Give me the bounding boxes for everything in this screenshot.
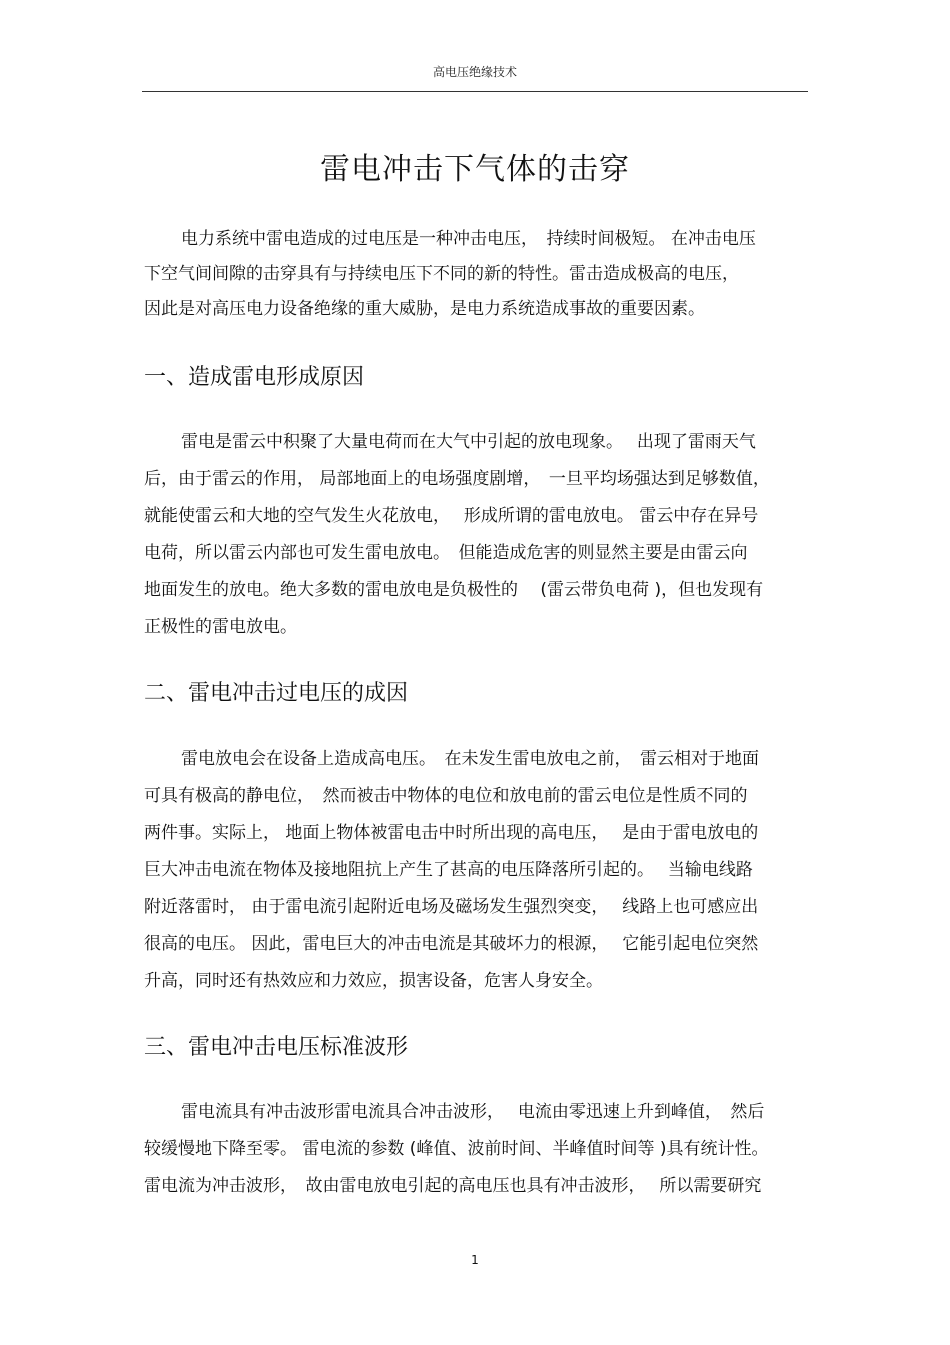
document-title: 雷电冲击下气体的击穿 [320, 152, 630, 187]
paragraph-line: 雷电流为冲击波形， 故由雷电放电引起的高电压也具有冲击波形， 所以需要研究 [144, 1176, 762, 1196]
section-heading-2: 二、雷电冲击过电压的成因 [144, 681, 409, 706]
paragraph-line: 雷电放电会在设备上造成高电压。 在未发生雷电放电之前， 雷云相对于地面 [181, 749, 759, 769]
paragraph-line: 巨大冲击电流在物体及接地阻抗上产生了甚高的电压降落所引起的。 当输电线路 [144, 860, 753, 880]
paragraph-line: 很高的电压。 因此，雷电巨大的冲击电流是其破坏力的根源， 它能引起电位突然 [144, 934, 759, 954]
header-rule [142, 91, 808, 92]
running-header: 高电压绝缘技术 [432, 65, 517, 79]
paragraph-line: 地面发生的放电。绝大多数的雷电放电是负极性的 (雷云带负电荷 )，但也发现有 [144, 580, 764, 600]
section-1-paragraph [144, 424, 808, 646]
paragraph-line: 两件事。实际上， 地面上物体被雷电击中时所出现的高电压， 是由于雷电放电的 [144, 823, 759, 843]
paragraph-line: 较缓慢地下降至零。 雷电流的参数 (峰值、波前时间、半峰值时间等 )具有统计性。 [144, 1139, 769, 1159]
section-3-paragraph [144, 1094, 808, 1205]
paragraph-line: 附近落雷时， 由于雷电流引起附近电场及磁场发生强烈突变， 线路上也可感应出 [144, 897, 759, 917]
paragraph-line: 正极性的雷电放电。 [144, 617, 297, 637]
paragraph-line: 雷电是雷云中积聚了大量电荷而在大气中引起的放电现象。 出现了雷雨天气 [181, 432, 756, 452]
paragraph-line: 升高，同时还有热效应和力效应，损害设备，危害人身安全。 [144, 971, 603, 991]
paragraph-line: 就能使雷云和大地的空气发生火花放电， 形成所谓的雷电放电。 雷云中存在异号 [144, 506, 759, 526]
intro-paragraph [144, 222, 808, 327]
section-2-paragraph [144, 741, 808, 1000]
section-heading-3: 三、雷电冲击电压标准波形 [144, 1035, 409, 1060]
paragraph-line: 后，由于雷云的作用， 局部地面上的电场强度剧增， 一旦平均场强达到足够数值， [144, 469, 770, 489]
section-heading-1: 一、造成雷电形成原因 [144, 365, 365, 390]
paragraph-line: 电力系统中雷电造成的过电压是一种冲击电压， 持续时间极短。 在冲击电压 [181, 229, 756, 249]
page-number: 1 [471, 1253, 479, 1267]
paragraph-line: 雷电流具有冲击波形雷电流具合冲击波形， 电流由零迅速上升到峰值， 然后 [181, 1102, 765, 1122]
paragraph-line: 电荷，所以雷云内部也可发生雷电放电。 但能造成危害的则显然主要是由雷云向 [144, 543, 748, 563]
paragraph-line: 因此是对高压电力设备绝缘的重大威胁，是电力系统造成事故的重要因素。 [144, 299, 705, 319]
paragraph-line: 可具有极高的静电位， 然而被击中物体的电位和放电前的雷云电位是性质不同的 [144, 786, 748, 806]
paragraph-line: 下空气间间隙的击穿具有与持续电压下不同的新的特性。雷击造成极高的电压， [144, 264, 739, 284]
